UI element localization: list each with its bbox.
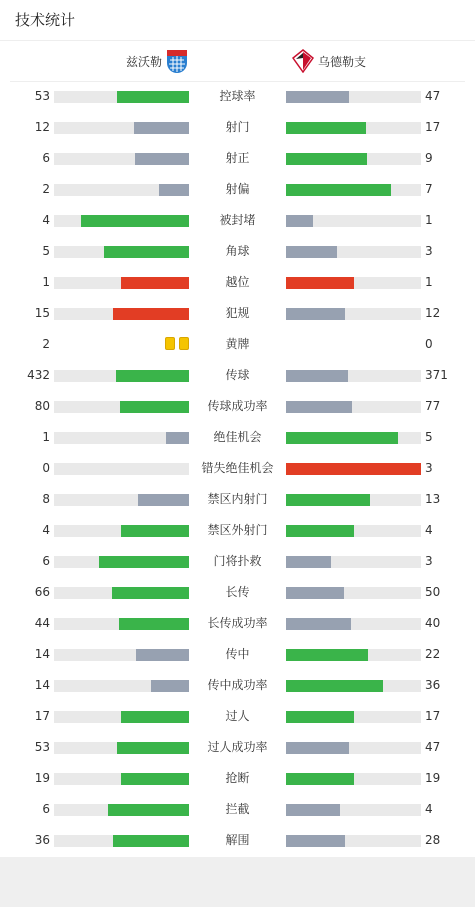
home-stat-value: 8 [42, 492, 50, 506]
away-stat-bar-fill [286, 773, 354, 785]
away-stat-bar [286, 804, 421, 816]
home-stat-bar-fill [138, 494, 189, 506]
stat-label: 长传 [225, 585, 250, 599]
home-stat-bar [54, 184, 189, 196]
away-stat-value: 28 [425, 833, 441, 847]
away-stat-bar [286, 370, 421, 382]
home-stat-bar-fill [117, 742, 189, 754]
away-stat-bar-fill [286, 804, 340, 816]
stat-row [0, 329, 475, 360]
away-stat-bar-fill [286, 401, 352, 413]
stat-label: 被封堵 [219, 213, 256, 227]
page-title: 技术统计 [0, 0, 475, 41]
home-stat-bar [54, 618, 189, 630]
stat-label: 过人成功率 [207, 740, 268, 754]
away-stat-value: 50 [425, 585, 441, 599]
home-stat-value: 14 [34, 678, 50, 692]
away-stat-bar [286, 680, 421, 692]
away-stat-value: 12 [425, 306, 441, 320]
home-stat-bar-fill [117, 91, 189, 103]
home-stat-bar-fill [112, 587, 189, 599]
stats-list [0, 81, 475, 856]
stat-row [0, 794, 475, 825]
away-stat-value: 3 [425, 554, 433, 568]
home-stat-bar [54, 680, 189, 692]
home-stat-bar [54, 215, 189, 227]
away-stat-value: 9 [425, 151, 433, 165]
away-stat-bar-fill [286, 370, 348, 382]
stat-label: 角球 [225, 244, 250, 258]
home-stat-bar-fill [135, 153, 189, 165]
stat-label: 控球率 [219, 89, 256, 103]
fc-utrecht-logo-icon [292, 49, 314, 73]
away-stat-bar-fill [286, 556, 331, 568]
home-stat-value: 36 [34, 833, 50, 847]
away-stat-bar-fill [286, 494, 370, 506]
away-stat-bar-fill [286, 680, 383, 692]
stat-row [0, 484, 475, 515]
away-stat-bar [286, 773, 421, 785]
home-stat-bar [54, 773, 189, 785]
pec-zwolle-logo-icon [166, 49, 188, 73]
stat-row [0, 391, 475, 422]
home-stat-bar-fill [134, 122, 189, 134]
stat-row [0, 608, 475, 639]
stat-row [0, 546, 475, 577]
away-stat-bar [286, 215, 421, 227]
home-stat-bar [54, 711, 189, 723]
stat-row [0, 143, 475, 174]
home-stat-value: 1 [42, 430, 50, 444]
teams-header [10, 41, 465, 82]
home-stat-bar [54, 91, 189, 103]
away-stat-bar [286, 463, 421, 475]
home-stat-value: 2 [42, 337, 50, 351]
home-stat-bar-fill [108, 804, 189, 816]
home-stat-bar [54, 153, 189, 165]
stat-label: 越位 [225, 275, 250, 289]
home-stat-bar [54, 804, 189, 816]
away-stat-value: 4 [425, 523, 433, 537]
stat-row [0, 515, 475, 546]
home-stat-bar [54, 742, 189, 754]
stat-label: 抢断 [225, 771, 250, 785]
stat-row [0, 453, 475, 484]
away-stat-bar [286, 649, 421, 661]
home-stat-bar [54, 401, 189, 413]
away-stat-bar [286, 618, 421, 630]
away-stat-bar-fill [286, 277, 354, 289]
stat-row [0, 298, 475, 329]
home-stat-bar [54, 308, 189, 320]
home-stat-bar [54, 525, 189, 537]
stat-row [0, 763, 475, 794]
home-stat-value: 6 [42, 554, 50, 568]
home-stat-bar [54, 835, 189, 847]
home-stat-value: 1 [42, 275, 50, 289]
away-stat-value: 5 [425, 430, 433, 444]
home-stat-value: 4 [42, 213, 50, 227]
home-stat-value: 432 [27, 368, 50, 382]
stat-label: 射偏 [225, 182, 250, 196]
away-team-name: 乌德勒支 [318, 54, 367, 69]
yellow-cards [165, 337, 189, 350]
away-stat-bar-fill [286, 711, 354, 723]
home-stat-bar-fill [99, 556, 189, 568]
stat-row [0, 236, 475, 267]
away-stat-value: 77 [425, 399, 441, 413]
home-stat-value: 4 [42, 523, 50, 537]
stat-label: 错失绝佳机会 [201, 461, 274, 475]
home-stat-value: 15 [34, 306, 50, 320]
home-stat-value: 5 [42, 244, 50, 258]
home-stat-bar-fill [121, 711, 189, 723]
away-stat-bar [286, 308, 421, 320]
away-stat-bar [286, 432, 421, 444]
home-stat-bar-fill [120, 401, 189, 413]
home-stat-bar-fill [121, 525, 189, 537]
away-stat-bar [286, 494, 421, 506]
home-stat-bar-fill [121, 277, 189, 289]
home-stat-bar-fill [136, 649, 189, 661]
home-stat-value: 2 [42, 182, 50, 196]
home-stat-value: 6 [42, 802, 50, 816]
stat-label: 拦截 [225, 802, 250, 816]
home-stat-value: 0 [42, 461, 50, 475]
home-stat-bar [54, 556, 189, 568]
stat-label: 传球 [225, 368, 250, 382]
away-stat-bar [286, 742, 421, 754]
home-stat-bar-fill [113, 308, 189, 320]
away-stat-value: 17 [425, 120, 441, 134]
stat-label: 过人 [225, 709, 250, 723]
stat-label: 解围 [225, 833, 250, 847]
home-stat-value: 6 [42, 151, 50, 165]
home-stat-value: 66 [34, 585, 50, 599]
stat-label: 犯规 [225, 306, 250, 320]
stat-label: 长传成功率 [207, 616, 268, 630]
away-stat-value: 40 [425, 616, 441, 630]
home-stat-bar [54, 277, 189, 289]
stat-label: 门将扑救 [213, 554, 262, 568]
stat-label: 传中成功率 [207, 678, 268, 692]
home-stat-bar [54, 463, 189, 475]
home-stat-bar [54, 370, 189, 382]
away-stat-value: 3 [425, 461, 433, 475]
stat-row [0, 422, 475, 453]
away-stat-bar [286, 184, 421, 196]
away-stat-value: 4 [425, 802, 433, 816]
home-stat-bar-fill [121, 773, 189, 785]
home-stat-value: 53 [34, 89, 50, 103]
away-stat-bar-fill [286, 587, 344, 599]
away-stat-bar-fill [286, 91, 349, 103]
stat-row [0, 174, 475, 205]
home-stat-bar-fill [119, 618, 189, 630]
home-stat-value: 17 [34, 709, 50, 723]
away-stat-value: 17 [425, 709, 441, 723]
away-stat-value: 13 [425, 492, 441, 506]
away-stat-bar [286, 835, 421, 847]
away-stat-bar-fill [286, 525, 354, 537]
away-stat-bar [286, 587, 421, 599]
home-stat-bar [54, 649, 189, 661]
stat-label: 黄牌 [225, 337, 250, 351]
home-stat-value: 12 [34, 120, 50, 134]
stat-row [0, 701, 475, 732]
away-stat-bar [286, 91, 421, 103]
away-stat-value: 47 [425, 89, 441, 103]
away-stat-bar-fill [286, 308, 345, 320]
home-stat-value: 53 [34, 740, 50, 754]
home-stat-bar-fill [116, 370, 189, 382]
away-stat-value: 47 [425, 740, 441, 754]
away-stat-value: 1 [425, 275, 433, 289]
away-stat-value: 36 [425, 678, 441, 692]
stat-row [0, 577, 475, 608]
stat-row [0, 205, 475, 236]
stat-label: 射正 [225, 151, 250, 165]
stat-row [0, 360, 475, 391]
away-stat-bar [286, 711, 421, 723]
away-stat-bar-fill [286, 246, 337, 258]
yellow-card-icon [165, 337, 175, 350]
home-stat-bar [54, 587, 189, 599]
away-stat-bar [286, 277, 421, 289]
stat-row [0, 825, 475, 856]
stat-row [0, 267, 475, 298]
away-stat-bar-fill [286, 184, 391, 196]
away-stat-bar-fill [286, 122, 366, 134]
away-stat-value: 3 [425, 244, 433, 258]
away-stat-bar-fill [286, 742, 349, 754]
home-stat-bar [54, 246, 189, 258]
stat-label: 绝佳机会 [213, 430, 262, 444]
home-stat-value: 14 [34, 647, 50, 661]
away-stat-value: 19 [425, 771, 441, 785]
away-stat-bar-fill [286, 432, 398, 444]
away-stat-bar-fill [286, 215, 313, 227]
stat-row [0, 112, 475, 143]
home-stat-bar [54, 122, 189, 134]
away-stat-bar [286, 401, 421, 413]
home-stat-bar-fill [113, 835, 189, 847]
stat-label: 禁区外射门 [207, 523, 268, 537]
stat-label: 传中 [225, 647, 250, 661]
home-team-name: 兹沃勒 [125, 54, 162, 69]
home-stat-value: 19 [34, 771, 50, 785]
away-stat-bar [286, 246, 421, 258]
away-stat-bar [286, 122, 421, 134]
stat-row [0, 639, 475, 670]
away-stat-bar [286, 153, 421, 165]
home-stat-bar-fill [159, 184, 189, 196]
away-stat-bar-fill [286, 835, 345, 847]
away-stat-bar-fill [286, 153, 367, 165]
away-stat-value: 22 [425, 647, 441, 661]
away-stat-value: 7 [425, 182, 433, 196]
away-stat-value: 371 [425, 368, 448, 382]
home-stat-bar-fill [151, 680, 189, 692]
home-team[interactable] [126, 49, 188, 73]
home-stat-bar [54, 432, 189, 444]
away-stat-bar [286, 525, 421, 537]
away-stat-bar [286, 556, 421, 568]
home-stat-bar-fill [81, 215, 189, 227]
yellow-card-icon [179, 337, 189, 350]
stat-label: 射门 [225, 120, 250, 134]
away-stat-bar-fill [286, 649, 368, 661]
stat-row [0, 670, 475, 701]
stat-row [0, 81, 475, 112]
home-stat-bar [54, 494, 189, 506]
home-stat-value: 44 [34, 616, 50, 630]
away-team[interactable] [292, 49, 366, 73]
away-stat-value: 0 [425, 337, 433, 351]
away-stat-bar-fill [286, 618, 351, 630]
stat-label: 传球成功率 [207, 399, 268, 413]
home-stat-value: 80 [34, 399, 50, 413]
home-stat-bar-fill [166, 432, 189, 444]
stat-label: 禁区内射门 [207, 492, 268, 506]
away-stat-value: 1 [425, 213, 433, 227]
home-stat-bar-fill [104, 246, 189, 258]
stat-row [0, 732, 475, 763]
away-stat-bar-fill [286, 463, 421, 475]
